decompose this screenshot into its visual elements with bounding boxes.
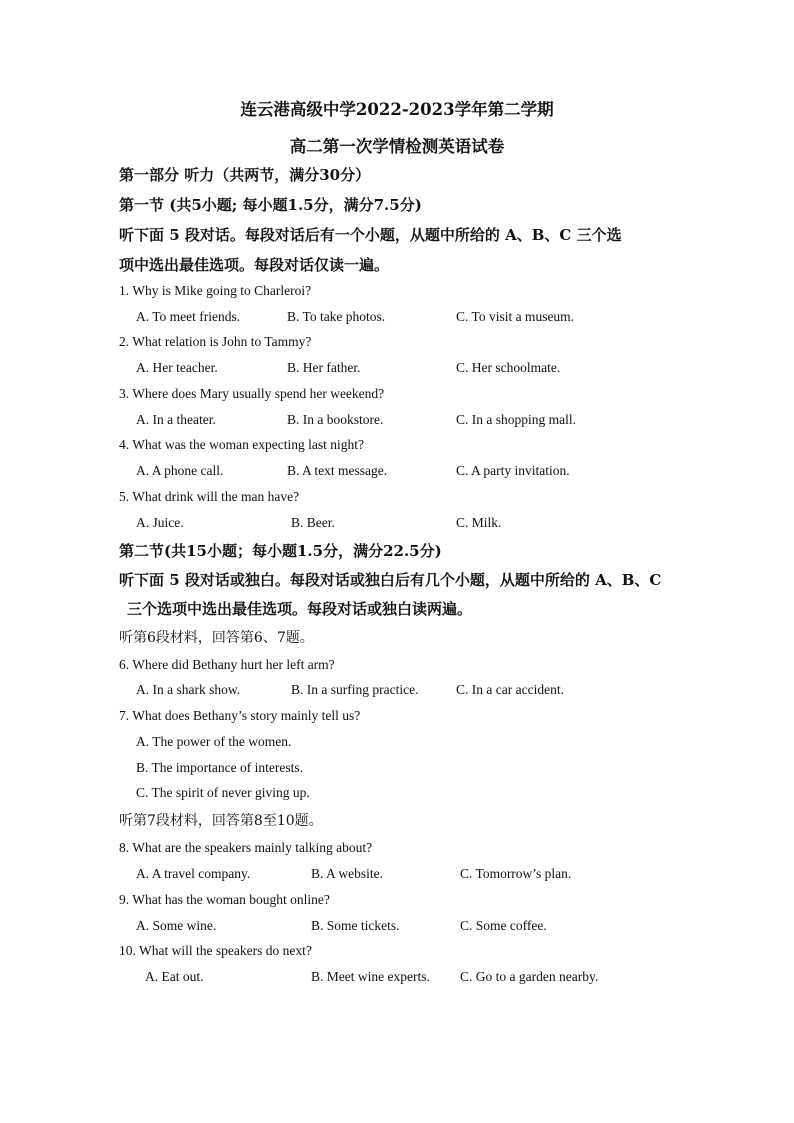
question-5: 5. What drink will the man have? — [119, 489, 300, 504]
question-9-option-a: A. Some wine. — [136, 918, 217, 933]
section1-instruction-line1: 听下面 5 段对话。每段对话后有一个小题，从题中所给的 A、B、C 三个选 — [119, 226, 622, 244]
question-9-option-b: B. Some tickets. — [311, 918, 400, 933]
question-8-option-c: C. Tomorrow’s plan. — [460, 866, 572, 881]
question-7-option-a: A. The power of the women. — [136, 734, 292, 749]
question-8-option-b: B. A website. — [311, 866, 384, 881]
question-3-option-c: C. In a shopping mall. — [456, 412, 576, 427]
question-1-option-c: C. To visit a museum. — [456, 309, 575, 324]
question-2: 2. What relation is John to Tammy? — [119, 334, 312, 349]
section1-instruction-line2: 项中选出最佳选项。每段对话仅读一遍。 — [119, 256, 390, 274]
exam-title-line1: 连云港高级中学2022-2023学年第二学期 — [240, 100, 554, 119]
question-10-option-a: A. Eat out. — [145, 969, 204, 984]
question-5-option-c: C. Milk. — [456, 515, 502, 530]
question-10-option-b: B. Meet wine experts. — [311, 969, 430, 984]
question-1-option-a: A. To meet friends. — [136, 309, 241, 324]
question-6-option-b: B. In a surfing practice. — [291, 682, 419, 697]
question-2-option-a: A. Her teacher. — [136, 360, 218, 375]
question-6: 6. Where did Bethany hurt her left arm? — [119, 657, 335, 672]
question-2-option-c: C. Her schoolmate. — [456, 360, 561, 375]
section2-instruction-line2: 三个选项中选出最佳选项。每段对话或独白读两遍。 — [127, 600, 473, 618]
part1-heading: 第一部分 听力（共两节，满分30分） — [119, 166, 371, 184]
material-6-note: 听第6段材料，回答第6、7题。 — [119, 630, 314, 646]
question-5-option-b: B. Beer. — [291, 515, 335, 530]
question-7-option-b: B. The importance of interests. — [136, 760, 303, 775]
section2-heading: 第二节(共15小题；每小题1.5分，满分22.5分) — [119, 542, 442, 560]
question-6-option-c: C. In a car accident. — [456, 682, 564, 697]
material-7-note: 听第7段材料，回答第8至10题。 — [119, 813, 323, 829]
question-6-option-a: A. In a shark show. — [136, 682, 241, 697]
question-10-option-c: C. Go to a garden nearby. — [460, 969, 599, 984]
question-4: 4. What was the woman expecting last night? — [119, 437, 364, 452]
question-8-option-a: A. A travel company. — [136, 866, 251, 881]
question-7-option-c: C. The spirit of never giving up. — [136, 785, 310, 800]
question-5-option-a: A. Juice. — [136, 515, 184, 530]
question-4-option-c: C. A party invitation. — [456, 463, 570, 478]
question-9: 9. What has the woman bought online? — [119, 892, 330, 907]
question-4-option-b: B. A text message. — [287, 463, 388, 478]
question-2-option-b: B. Her father. — [287, 360, 361, 375]
section2-instruction-line1: 听下面 5 段对话或独白。每段对话或独白后有几个小题，从题中所给的 A、B、C — [119, 571, 662, 589]
question-10: 10. What will the speakers do next? — [119, 943, 312, 958]
question-9-option-c: C. Some coffee. — [460, 918, 547, 933]
section1-heading: 第一节 (共5小题; 每小题1.5分，满分7.5分) — [119, 196, 422, 214]
question-3-option-a: A. In a theater. — [136, 412, 216, 427]
question-1-option-b: B. To take photos. — [287, 309, 386, 324]
question-3: 3. Where does Mary usually spend her weekend? — [119, 386, 385, 401]
question-7: 7. What does Bethany’s story mainly tell us? — [119, 708, 361, 723]
question-1: 1. Why is Mike going to Charleroi? — [119, 283, 312, 298]
exam-title-line2: 高二第一次学情检测英语试卷 — [289, 137, 505, 156]
question-3-option-b: B. In a bookstore. — [287, 412, 384, 427]
question-8: 8. What are the speakers mainly talking about? — [119, 840, 373, 855]
question-4-option-a: A. A phone call. — [136, 463, 224, 478]
